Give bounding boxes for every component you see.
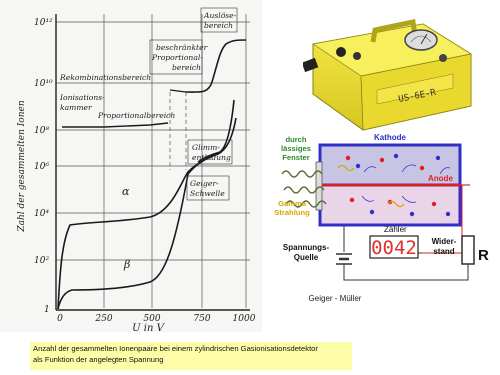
y-tick-label: 1: [44, 305, 50, 315]
caption-line: als Funktion der angelegten Spannung: [33, 354, 164, 364]
window-label: lässiges: [281, 144, 311, 153]
geiger-counter-photo: [303, 4, 479, 132]
x-tick-label: 750: [193, 314, 211, 324]
wire-source: [344, 268, 370, 280]
region-beschraenkt: beschränkter: [156, 43, 208, 52]
window-label: durch: [285, 135, 307, 144]
ion-positive: [350, 198, 354, 202]
y-tick-label: 10⁶: [34, 162, 50, 172]
region-geiger: Schwelle: [190, 189, 225, 198]
region-ionisation: kammer: [60, 103, 92, 112]
x-tick-label: 250: [95, 314, 113, 324]
ionization-plot: [0, 0, 262, 332]
ion-positive: [420, 166, 424, 170]
spannungsquelle-label: Spannungs-: [282, 243, 330, 252]
region-glimm: entladung: [192, 153, 231, 162]
gamma-label: Gamma: [278, 199, 306, 208]
beta-label: β: [124, 258, 131, 271]
widerstand-label: stand: [433, 247, 455, 256]
region-ionisation: Ionisations-: [60, 93, 105, 102]
ion-negative: [356, 164, 360, 168]
wire-return: [370, 264, 468, 280]
caption-line: Anzahl der gesammelten Ionenpaare bei einem zylindrischen Gasionisationsdetektor: [33, 344, 318, 353]
spannungsquelle-label: Quelle: [293, 253, 319, 262]
y-tick-label: 10¹⁰: [34, 79, 53, 89]
resistor: [462, 236, 474, 264]
counter-digits: 0042: [371, 237, 417, 259]
x-tick-label: 500: [143, 314, 161, 324]
alpha-label: α: [122, 185, 130, 198]
region-beschraenkt: bereich: [172, 63, 202, 72]
x-tick-label: 1000: [232, 314, 256, 324]
resistor-symbol: R: [478, 247, 489, 264]
kathode-label: Kathode: [374, 133, 406, 142]
knob: [439, 54, 447, 62]
region-proportional: Proportionalbereich: [98, 111, 176, 120]
ion-negative: [436, 156, 440, 160]
geiger-mueller-diagram: [262, 128, 500, 298]
window-label: Fenster: [282, 153, 310, 162]
zaehler-label: Zähler: [384, 225, 407, 234]
y-axis-label: Zahl der gesammelten Ionen: [17, 100, 27, 232]
y-tick-label: 10¹²: [34, 18, 53, 28]
region-beschraenkt: Proportional-: [152, 53, 203, 62]
widerstand-label: Wider-: [431, 237, 457, 246]
x-tick-label: 0: [57, 314, 63, 324]
y-tick-label: 10⁸: [34, 126, 50, 136]
y-tick-label: 10⁴: [34, 209, 50, 219]
region-ausloese: Auslöse-: [204, 11, 237, 20]
ion-negative: [394, 154, 398, 158]
device-model-text: US-6E-R: [397, 87, 437, 105]
region-ausloese: bereich: [204, 21, 234, 30]
x-axis-label: U in V: [132, 323, 164, 332]
knob: [336, 47, 346, 57]
region-glimm: Glimm-: [192, 143, 220, 152]
tube-lower: [320, 185, 460, 225]
gm-caption: Geiger - Müller: [308, 294, 362, 303]
caption-box: [30, 342, 352, 370]
gamma-label: Strahlung: [274, 208, 310, 217]
anode-label: Anode: [428, 174, 453, 183]
ion-negative: [446, 212, 450, 216]
region-geiger: Geiger-: [190, 179, 219, 188]
ion-negative: [370, 210, 374, 214]
ion-negative: [410, 212, 414, 216]
y-tick-label: 10²: [34, 256, 50, 266]
ion-positive: [380, 158, 384, 162]
knob: [353, 52, 361, 60]
region-rekombination: Rekombinationsbereich: [60, 73, 152, 82]
ion-positive: [432, 202, 436, 206]
meter-dial: [405, 30, 437, 50]
ion-positive: [346, 156, 350, 160]
